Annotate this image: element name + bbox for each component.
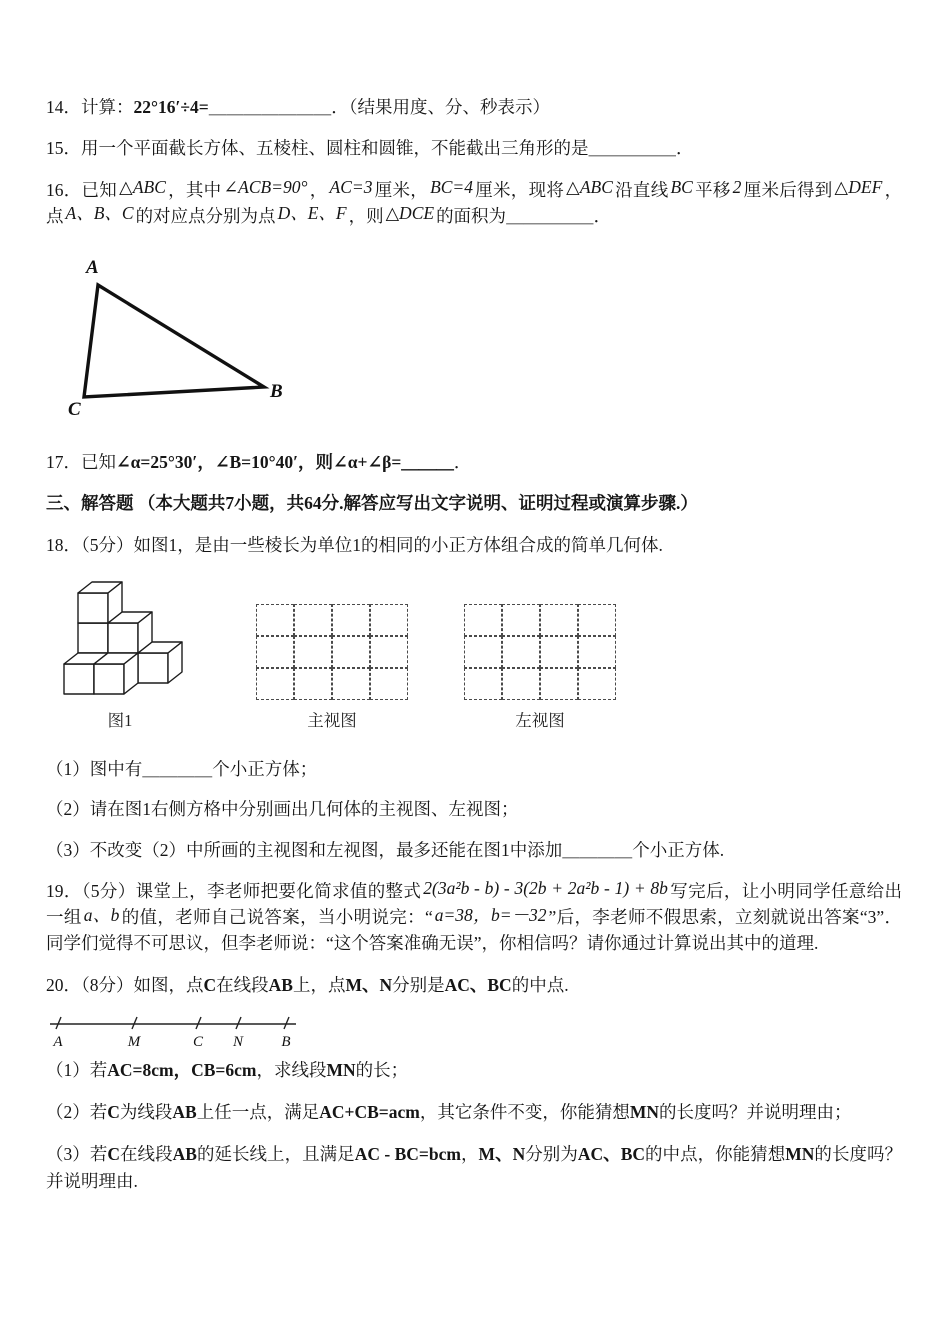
text-run: ． bbox=[453, 452, 472, 472]
text-run: 厘米，现将 bbox=[474, 179, 565, 200]
text-run: MN bbox=[326, 1059, 356, 1080]
unit-cube bbox=[94, 653, 138, 694]
text-run: （2）请在图1右侧方格中分别画出几何体的主视图、左视图； bbox=[46, 799, 519, 820]
text-run: AB bbox=[268, 974, 293, 995]
point-tick bbox=[56, 1017, 61, 1029]
grid-cell bbox=[578, 604, 616, 636]
text-run: ＿＿＿＿＿ bbox=[588, 138, 676, 159]
text-run: ， bbox=[460, 1144, 479, 1165]
grid-cell bbox=[540, 604, 578, 636]
text-run: A、B、C bbox=[65, 203, 134, 224]
text-run: （本大题共7小题，共64分.解答应写出文字说明、证明过程或演算步骤.） bbox=[133, 493, 698, 514]
grid-cell bbox=[256, 636, 294, 668]
grid-cell bbox=[294, 604, 332, 636]
text-run: 沿直线 bbox=[614, 179, 669, 200]
grid-cell bbox=[256, 668, 294, 700]
text-run: AC=8cm，CB=6cm bbox=[107, 1059, 257, 1080]
vertex-label-c: C bbox=[68, 399, 81, 420]
text-run: 分别为 bbox=[525, 1144, 578, 1165]
point-tick bbox=[236, 1017, 241, 1029]
point-tick bbox=[196, 1017, 201, 1029]
text-run: 19．（5分）课堂上，李老师把要化简求值的整式 bbox=[46, 880, 422, 901]
text-run: ，其它条件不变，你能猜想 bbox=[419, 1102, 630, 1123]
text-run: ∠α=25°30′，∠B=10°40′，则∠α+∠β= bbox=[116, 452, 402, 472]
point-label: C bbox=[192, 1033, 204, 1050]
point-tick bbox=[284, 1017, 289, 1029]
text-run: ＿＿＿ bbox=[401, 452, 454, 472]
point-label: N bbox=[232, 1033, 244, 1050]
grid-cell bbox=[464, 636, 502, 668]
text-run: BC bbox=[670, 177, 693, 197]
grid-cell bbox=[370, 604, 408, 636]
question-19 bbox=[46, 878, 902, 957]
grid-cell bbox=[332, 668, 370, 700]
q20-part-2 bbox=[46, 1099, 902, 1125]
text-run: ，求线段 bbox=[256, 1059, 327, 1080]
front-view-grid bbox=[256, 604, 408, 700]
grid-cell bbox=[294, 668, 332, 700]
grid-cell bbox=[502, 668, 540, 700]
grid-cell bbox=[464, 668, 502, 700]
text-run: 的对应点分别为点 bbox=[135, 205, 276, 226]
text-run: C bbox=[107, 1144, 120, 1165]
text-run: 16．已知 bbox=[46, 179, 118, 200]
cube-figure-block bbox=[54, 574, 186, 731]
text-run: 的长度吗？并说明理由. bbox=[46, 1144, 903, 1191]
text-run: AB bbox=[172, 1144, 197, 1165]
cube-figure-caption: 图1 bbox=[107, 710, 133, 730]
question-16 bbox=[46, 177, 902, 230]
text-run: ，点 bbox=[46, 179, 903, 226]
text-run: 平移 bbox=[694, 179, 731, 200]
text-run: （2）若 bbox=[46, 1102, 108, 1123]
grid-cell bbox=[502, 604, 540, 636]
grid-cell bbox=[464, 604, 502, 636]
grid-cell bbox=[370, 636, 408, 668]
text-run: a、b bbox=[83, 904, 120, 925]
text-run: ， bbox=[309, 179, 328, 200]
text-run: ．（结果用度、分、秒表示） bbox=[331, 97, 550, 117]
text-run: BC=4 bbox=[430, 177, 473, 197]
text-run: AC - BC=bcm bbox=[354, 1144, 461, 1165]
front-view-block bbox=[256, 604, 408, 731]
point-label: B bbox=[281, 1033, 291, 1050]
grid-cell bbox=[540, 668, 578, 700]
text-run: 17．已知 bbox=[46, 452, 116, 472]
text-run: 分别是 bbox=[392, 974, 445, 995]
text-run: 写完后，让小明同学任意给出一组 bbox=[46, 880, 903, 928]
text-run: 在线段 bbox=[216, 974, 269, 995]
q18-part-3 bbox=[46, 838, 902, 863]
text-run: △DEF bbox=[834, 177, 883, 197]
triangle-outline bbox=[84, 285, 264, 397]
text-run: C bbox=[107, 1102, 120, 1123]
vertex-label-a: A bbox=[86, 257, 99, 278]
side-view-block bbox=[464, 604, 616, 731]
grid-cell bbox=[332, 636, 370, 668]
text-run: ＿＿＿＿＿＿＿ bbox=[208, 97, 332, 117]
text-run: 厘米， bbox=[374, 179, 429, 200]
text-run: AB bbox=[172, 1102, 197, 1123]
text-run: a=38，b=－32 bbox=[434, 904, 547, 925]
text-run: 上，点 bbox=[292, 974, 346, 995]
text-run: 上任一点，满足 bbox=[196, 1102, 320, 1123]
q20-part-1 bbox=[46, 1057, 902, 1083]
question-20-stem bbox=[46, 972, 902, 998]
question-18-parts bbox=[46, 757, 902, 863]
text-run: C bbox=[203, 974, 217, 995]
question-15 bbox=[46, 135, 902, 161]
grid-cell bbox=[294, 636, 332, 668]
vertex-label-b: B bbox=[270, 381, 283, 402]
text-run: 22°16′÷4= bbox=[133, 97, 209, 117]
text-run: 的长； bbox=[355, 1059, 409, 1080]
text-run: D、E、F bbox=[277, 203, 347, 224]
text-run: ＿＿＿＿＿ bbox=[506, 205, 594, 226]
grid-cell bbox=[578, 668, 616, 700]
q18-part-1 bbox=[46, 757, 902, 782]
text-run: M、N bbox=[345, 974, 393, 995]
point-label: M bbox=[127, 1033, 141, 1050]
text-run: △ABC bbox=[119, 177, 166, 197]
text-run: （3）若 bbox=[46, 1144, 108, 1165]
text-run: （1）若 bbox=[46, 1059, 108, 1080]
question-20-parts bbox=[46, 1057, 902, 1194]
text-run: （3）不改变（2）中所画的主视图和左视图，最多还能在图1中添加 bbox=[46, 839, 563, 860]
text-run: 2 bbox=[732, 177, 742, 197]
grid-cell bbox=[540, 636, 578, 668]
text-run: AC=3 bbox=[329, 177, 373, 197]
text-run: ”后，李老师不假思索，立刻就说出答案“3”．同学们觉得不可思议，但李老师说：“这个答案准确无误”，你相信吗？请你通过计算说出其中的道理. bbox=[46, 907, 903, 954]
text-run: 的中点，你能猜想 bbox=[645, 1144, 786, 1165]
cube-assembly-figure bbox=[54, 574, 186, 700]
triangle-figure bbox=[62, 255, 302, 425]
text-run: 的长度吗？并说明理由； bbox=[658, 1102, 852, 1123]
grid-cell bbox=[502, 636, 540, 668]
section-3-header bbox=[46, 490, 902, 516]
text-run: 14．计算： bbox=[46, 97, 134, 117]
text-run: 个小正方体； bbox=[212, 758, 318, 779]
q18-part-2 bbox=[46, 797, 902, 822]
text-run: M、N bbox=[478, 1144, 526, 1165]
text-run: 2(3a²b - b) - 3(2b + 2a²b - 1) + 8b bbox=[423, 878, 668, 899]
unit-cube bbox=[78, 582, 122, 623]
point-tick bbox=[132, 1017, 137, 1029]
text-run: 个小正方体. bbox=[632, 839, 725, 860]
text-run: AC、BC bbox=[577, 1144, 645, 1165]
side-view-label: 左视图 bbox=[515, 710, 565, 730]
text-run: ． bbox=[593, 205, 612, 226]
text-run: 为线段 bbox=[119, 1102, 173, 1123]
question-18-stem bbox=[46, 532, 902, 558]
text-run: AC+CB=acm bbox=[319, 1102, 420, 1123]
text-run: ＿＿＿＿ bbox=[562, 839, 633, 860]
grid-cell bbox=[578, 636, 616, 668]
text-run: △ABC bbox=[566, 177, 613, 197]
question-14 bbox=[46, 94, 902, 120]
grid-cell bbox=[370, 668, 408, 700]
q20-part-3 bbox=[46, 1141, 902, 1194]
line-segment-figure bbox=[48, 1013, 300, 1051]
question-18-figures bbox=[54, 574, 902, 731]
text-run: 的中点. bbox=[511, 974, 569, 995]
text-run: MN bbox=[629, 1102, 659, 1123]
text-run: （1）图中有 bbox=[46, 758, 143, 779]
side-view-grid bbox=[464, 604, 616, 700]
text-run: MN bbox=[785, 1144, 815, 1165]
question-17 bbox=[46, 449, 902, 475]
text-run: 厘米后得到 bbox=[743, 179, 833, 200]
text-run: AC、BC bbox=[444, 974, 512, 995]
text-run: 在线段 bbox=[120, 1144, 173, 1165]
text-run: 15．用一个平面截长方体、五棱柱、圆柱和圆锥，不能截出三角形的是 bbox=[46, 138, 589, 159]
text-run: 的值，老师自己说答案，当小明说完：“ bbox=[121, 907, 433, 928]
text-run: 的延长线上，且满足 bbox=[196, 1144, 355, 1165]
text-run: △DCE bbox=[385, 203, 435, 224]
text-run: 18．（5分）如图1，是由一些棱长为单位1的相同的小正方体组合成的简单几何体. bbox=[46, 534, 663, 555]
text-run: ，其中 bbox=[167, 179, 222, 200]
text-run: ． bbox=[676, 138, 694, 159]
text-run: 20．（8分）如图，点 bbox=[46, 974, 204, 995]
segment-points bbox=[52, 1017, 290, 1050]
front-view-label: 主视图 bbox=[307, 710, 357, 730]
text-run: ＿＿＿＿ bbox=[142, 758, 213, 779]
text-run: 三、解答题 bbox=[46, 493, 134, 514]
point-label: A bbox=[53, 1033, 63, 1050]
text-run: ，则 bbox=[348, 205, 384, 226]
text-run: 的面积为 bbox=[436, 205, 507, 226]
grid-cell bbox=[256, 604, 294, 636]
grid-cell bbox=[332, 604, 370, 636]
text-run: ∠ACB=90° bbox=[223, 177, 308, 197]
